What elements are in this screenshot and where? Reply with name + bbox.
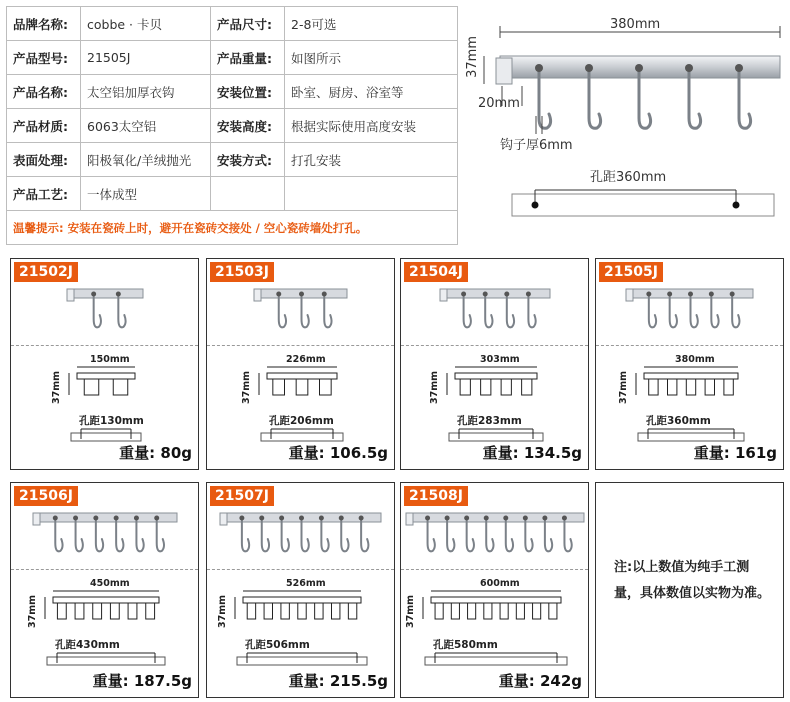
- hook-cap: [339, 516, 344, 521]
- hook-cap: [276, 292, 281, 297]
- hook-cap: [483, 292, 488, 297]
- hook-cap: [646, 292, 651, 297]
- note-card: [595, 482, 784, 698]
- product-drawing: [207, 259, 396, 471]
- divider: [401, 345, 588, 346]
- hook: [486, 519, 493, 551]
- rail-end: [220, 513, 227, 525]
- spec-key: 表面处理:: [7, 143, 81, 177]
- hook-cap: [279, 516, 284, 521]
- frame-hook: [500, 603, 508, 619]
- spec-key: 产品工艺:: [7, 177, 81, 211]
- hook: [242, 519, 249, 551]
- hook-cap: [259, 516, 264, 521]
- hook-cap: [73, 516, 78, 521]
- frame-hook: [435, 603, 443, 619]
- diagram-hook-cap: [635, 64, 643, 72]
- frame-hook: [320, 379, 332, 395]
- frame-top: [77, 373, 135, 379]
- frame-top: [455, 373, 537, 379]
- product-card: [400, 258, 589, 470]
- weight-label: 重量: 161g: [693, 444, 777, 462]
- hook: [118, 295, 125, 327]
- frame-hook: [298, 603, 306, 619]
- hole-plate: [638, 433, 744, 441]
- frame-hook: [332, 603, 340, 619]
- hook-cap: [299, 292, 304, 297]
- hole-plate: [425, 657, 567, 665]
- hook: [55, 519, 62, 551]
- hook-cap: [464, 516, 469, 521]
- frame-top: [53, 597, 159, 603]
- spec-value: [285, 177, 458, 211]
- hole-distance-label: 孔距506mm: [245, 639, 310, 651]
- frame-hook: [146, 603, 155, 619]
- weight-label: 重量: 215.5g: [288, 672, 388, 690]
- frame-hook: [522, 379, 532, 395]
- hook: [76, 519, 83, 551]
- rail-end: [406, 513, 413, 525]
- hook: [157, 519, 164, 551]
- model-badge: 21503J: [210, 262, 274, 282]
- hook: [691, 295, 698, 327]
- spec-table: [6, 6, 458, 245]
- frame-hook: [93, 603, 102, 619]
- height-label: 37mm: [465, 36, 480, 78]
- spec-value: 卧室、厨房、浴室等: [285, 75, 458, 109]
- diagram-drawing: [462, 6, 788, 246]
- length-label: 150mm: [90, 354, 130, 365]
- frame-hook: [84, 379, 99, 395]
- hook-cap: [445, 516, 450, 521]
- hook-cap: [134, 516, 139, 521]
- spec-key: 产品尺寸:: [211, 7, 285, 41]
- divider: [207, 569, 394, 570]
- hook: [545, 519, 552, 551]
- spec-value: 2-8可选: [285, 7, 458, 41]
- hole-distance-label: 孔距130mm: [79, 415, 144, 427]
- frame-hook: [264, 603, 272, 619]
- note-text: 注:以上数值为纯手工测量，具体数值以实物为准。: [614, 560, 771, 601]
- hook: [428, 519, 435, 551]
- hook: [525, 519, 532, 551]
- rail: [442, 289, 550, 298]
- hook-cap: [154, 516, 159, 521]
- weight-label: 重量: 242g: [498, 672, 582, 690]
- rail: [69, 289, 143, 298]
- frame-hook: [315, 603, 323, 619]
- frame-hook: [686, 379, 695, 395]
- hook: [711, 295, 718, 327]
- hook-cap: [91, 292, 96, 297]
- frame-top: [431, 597, 561, 603]
- length-label: 226mm: [286, 354, 326, 365]
- hook: [732, 295, 739, 327]
- length-label: 450mm: [90, 578, 130, 589]
- frame-hook: [75, 603, 84, 619]
- length-label: 380mm: [610, 17, 661, 32]
- spec-row: [7, 177, 458, 211]
- height-label: 37mm: [241, 371, 252, 405]
- product-card: [400, 482, 589, 698]
- weight-label: 重量: 80g: [119, 444, 192, 462]
- frame-hook: [484, 603, 492, 619]
- frame-hook: [468, 603, 476, 619]
- frame-hook: [481, 379, 491, 395]
- hook-cap: [239, 516, 244, 521]
- hole-plate: [449, 433, 543, 441]
- hook-cap: [523, 516, 528, 521]
- frame-hook: [110, 603, 119, 619]
- hook: [506, 519, 513, 551]
- hook: [324, 295, 331, 327]
- hook-cap: [114, 516, 119, 521]
- hole-plate: [237, 657, 367, 665]
- hook: [649, 295, 656, 327]
- hook-cap: [526, 292, 531, 297]
- product-drawing: [401, 483, 590, 699]
- model-badge: 21507J: [210, 486, 274, 506]
- height-label: 37mm: [217, 595, 228, 629]
- frame-hook: [649, 379, 658, 395]
- spec-key: 产品重量:: [211, 41, 285, 75]
- hook: [528, 295, 535, 327]
- dimension-diagram: [462, 6, 788, 246]
- hook-cap: [53, 516, 58, 521]
- length-label: 380mm: [675, 354, 715, 365]
- spec-value: cobbe · 卡贝: [81, 7, 211, 41]
- divider: [11, 569, 198, 570]
- product-card: [206, 482, 395, 698]
- spec-row: [7, 7, 458, 41]
- hook: [302, 519, 309, 551]
- hook: [96, 519, 103, 551]
- spec-key: [211, 177, 285, 211]
- hole-distance-label: 孔距580mm: [433, 639, 498, 651]
- product-drawing: [596, 259, 785, 471]
- model-badge: 21506J: [14, 486, 78, 506]
- hook: [262, 519, 269, 551]
- frame-hook: [501, 379, 511, 395]
- rail-end: [626, 289, 633, 301]
- product-card: [595, 258, 784, 470]
- install-warning: 温馨提示: 安装在瓷砖上时，避开在瓷砖交接处 / 空心瓷砖墙处打孔。: [7, 211, 458, 245]
- hole-plate: [261, 433, 343, 441]
- weight-label: 重量: 134.5g: [482, 444, 582, 462]
- hook: [361, 519, 368, 551]
- frame-hook: [296, 379, 308, 395]
- hook-cap: [484, 516, 489, 521]
- hook-cap: [688, 292, 693, 297]
- spec-row: [7, 41, 458, 75]
- spec-value: 打孔安装: [285, 143, 458, 177]
- frame-hook: [549, 603, 557, 619]
- hook-cap: [116, 292, 121, 297]
- spec-value: 阳极氧化/羊绒抛光: [81, 143, 211, 177]
- length-label: 600mm: [480, 578, 520, 589]
- frame-top: [644, 373, 738, 379]
- frame-hook: [113, 379, 128, 395]
- hook-cap: [562, 516, 567, 521]
- spec-row: [7, 109, 458, 143]
- length-label: 526mm: [286, 578, 326, 589]
- diagram-hook-cap: [735, 64, 743, 72]
- hook: [302, 295, 309, 327]
- product-card: [206, 258, 395, 470]
- hook-cap: [359, 516, 364, 521]
- hook: [507, 295, 514, 327]
- spec-value: 6063太空铝: [81, 109, 211, 143]
- frame-hook: [668, 379, 677, 395]
- height-label: 37mm: [429, 371, 440, 405]
- frame-hook: [533, 603, 541, 619]
- height-label: 37mm: [51, 371, 62, 405]
- hook: [341, 519, 348, 551]
- frame-hook: [724, 379, 733, 395]
- hook-cap: [322, 292, 327, 297]
- hook-cap: [542, 516, 547, 521]
- frame-hook: [451, 603, 459, 619]
- hole-distance-label: 孔距206mm: [269, 415, 334, 427]
- frame-hook: [705, 379, 714, 395]
- spec-key: 安装方式:: [211, 143, 285, 177]
- product-card: [10, 258, 199, 470]
- hook: [564, 519, 571, 551]
- model-badge: 21502J: [14, 262, 78, 282]
- hook-cap: [461, 292, 466, 297]
- hole-distance-label: 孔距360mm: [646, 415, 711, 427]
- hook-thickness-label: 钩子厚6mm: [500, 138, 573, 153]
- length-label: 303mm: [480, 354, 520, 365]
- hook: [116, 519, 123, 551]
- hook-cap: [667, 292, 672, 297]
- product-drawing: [401, 259, 590, 471]
- spec-value: 太空铝加厚衣钩: [81, 75, 211, 109]
- hook-cap: [730, 292, 735, 297]
- diagram-hook-cap: [535, 64, 543, 72]
- hook: [279, 295, 286, 327]
- spec-row: [7, 75, 458, 109]
- spec-value: 如图所示: [285, 41, 458, 75]
- frame-hook: [460, 379, 470, 395]
- hook-cap: [93, 516, 98, 521]
- diagram-hook-cap: [585, 64, 593, 72]
- rail-end: [33, 513, 40, 525]
- divider: [596, 345, 783, 346]
- frame-hook: [516, 603, 524, 619]
- hook: [447, 519, 454, 551]
- product-drawing: [11, 259, 200, 471]
- hook: [282, 519, 289, 551]
- hook-cap: [709, 292, 714, 297]
- rail-end: [254, 289, 261, 301]
- hole-distance-label: 孔距430mm: [55, 639, 120, 651]
- hook: [670, 295, 677, 327]
- hook-cap: [503, 516, 508, 521]
- height-label: 37mm: [405, 595, 416, 629]
- divider: [207, 345, 394, 346]
- frame-top: [267, 373, 337, 379]
- frame-hook: [281, 603, 289, 619]
- hook: [136, 519, 143, 551]
- height-label: 37mm: [618, 371, 629, 405]
- frame-hook: [57, 603, 66, 619]
- spec-key: 产品材质:: [7, 109, 81, 143]
- frame-hook: [128, 603, 137, 619]
- product-drawing: [207, 483, 396, 699]
- rail-end: [440, 289, 447, 301]
- hook: [321, 519, 328, 551]
- hole-distance-label: 孔距360mm: [590, 170, 667, 185]
- spec-row: [7, 143, 458, 177]
- hole-distance-label: 孔距283mm: [457, 415, 522, 427]
- frame-hook: [273, 379, 285, 395]
- weight-label: 重量: 106.5g: [288, 444, 388, 462]
- hook: [94, 295, 101, 327]
- rail-end: [67, 289, 74, 301]
- hook-cap: [425, 516, 430, 521]
- spec-key: 产品名称:: [7, 75, 81, 109]
- spec-value: 根据实际使用高度安装: [285, 109, 458, 143]
- weight-label: 重量: 187.5g: [92, 672, 192, 690]
- spec-key: 安装位置:: [211, 75, 285, 109]
- height-label: 37mm: [27, 595, 38, 629]
- spec-value: 一体成型: [81, 177, 211, 211]
- model-badge: 21504J: [404, 262, 468, 282]
- rail: [408, 513, 584, 522]
- spec-value: 21505J: [81, 41, 211, 75]
- spec-key: 安装高度:: [211, 109, 285, 143]
- hook-cap: [319, 516, 324, 521]
- hook: [464, 295, 471, 327]
- hook: [485, 295, 492, 327]
- hook-cap: [504, 292, 509, 297]
- product-card: [10, 482, 199, 698]
- depth-label: 20mm: [478, 96, 520, 111]
- frame-top: [243, 597, 361, 603]
- spec-key: 产品型号:: [7, 41, 81, 75]
- hole-plate: [47, 657, 165, 665]
- divider: [401, 569, 588, 570]
- model-badge: 21508J: [404, 486, 468, 506]
- model-badge: 21505J: [599, 262, 663, 282]
- frame-hook: [247, 603, 255, 619]
- product-drawing: [11, 483, 200, 699]
- hook: [467, 519, 474, 551]
- spec-key: 品牌名称:: [7, 7, 81, 41]
- hook-cap: [299, 516, 304, 521]
- diagram-hook-cap: [685, 64, 693, 72]
- divider: [11, 345, 198, 346]
- frame-hook: [348, 603, 356, 619]
